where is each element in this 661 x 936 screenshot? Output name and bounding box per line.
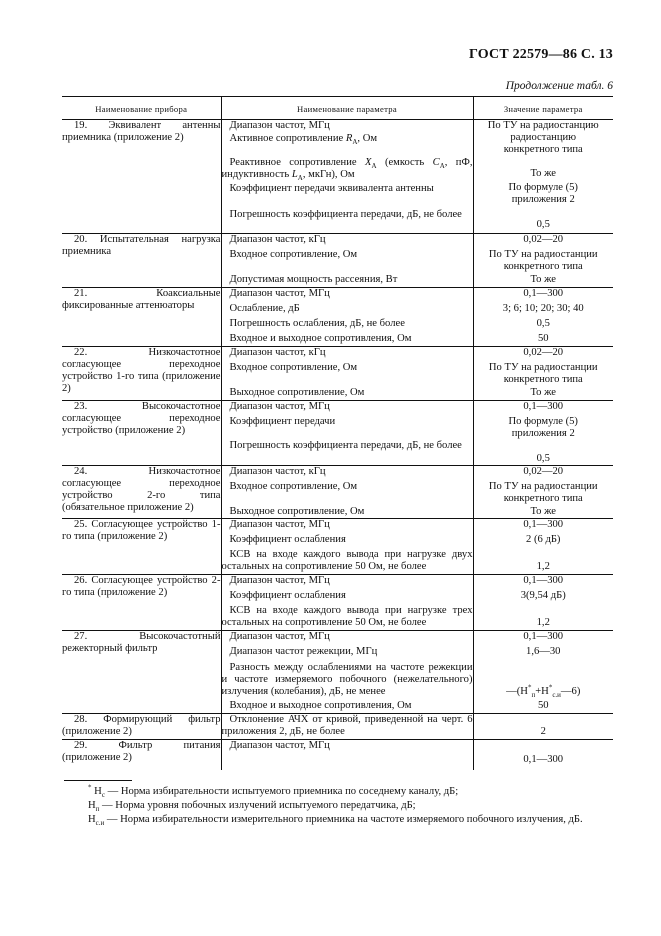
parameter-value: То же	[530, 168, 556, 179]
parameter-name: КСВ на входе каждого вывода при нагрузке двух остальных на сопротивление 50 Ом, не более	[221, 549, 473, 572]
parameter-name: Отклонение АЧХ от кривой, приведенной на черт. 6 приложения 2, дБ, не более	[221, 714, 473, 737]
parameter-value: 0,1—300	[523, 575, 564, 586]
device-name: 28. Формирующий фильтр (приложение 2)	[62, 714, 221, 740]
footnote: $H_п$ — Норма уровня побочных излучений испытуемого передатчика, дБ;	[88, 800, 416, 814]
parameter-name: Диапазон частот, МГц	[229, 631, 330, 642]
parameter-value: 1,6—30	[526, 646, 561, 657]
footnote-separator	[64, 780, 132, 781]
parameter-values	[473, 631, 613, 714]
parameter-value: приложения 2	[511, 194, 575, 205]
parameter-name: Входное сопротивление, Ом	[229, 362, 358, 373]
parameter-value: $—(H^*_п+H^*_{с.и}—6)$	[506, 683, 581, 700]
parameter-name: Коэффициент передачи	[229, 416, 336, 427]
parameter-name: Входное сопротивление, Ом	[229, 249, 358, 260]
parameter-list	[221, 120, 473, 234]
parameter-value: По ТУ на радиостанции	[488, 249, 598, 260]
parameter-name: Реактивное сопротивление $X_А$ (емкость $C_А$, пФ, индуктивность $L_А$, мкГн), Ом	[221, 157, 473, 183]
parameter-values	[473, 401, 613, 466]
table-continuation-note: Продолжение табл. 6	[505, 80, 613, 92]
column-header-device: Наименование прибора	[62, 97, 221, 120]
table-row	[62, 519, 613, 575]
parameter-value: 2 (6 дБ)	[526, 534, 561, 545]
parameter-name: Выходное сопротивление, Ом	[229, 387, 365, 398]
device-name: 22. Низкочастотное согласующее переходное устройство 1-го типа (приложение 2)	[62, 347, 221, 401]
parameter-value: 0,5	[536, 318, 550, 329]
device-name: 26. Согласующее устройство 2-го типа (приложение 2)	[62, 575, 221, 631]
parameter-value: 50	[537, 333, 549, 344]
parameter-name: Коэффициент ослабления	[229, 590, 346, 601]
parameter-value: конкретного типа	[503, 374, 583, 385]
parameter-name: Диапазон частот, МГц	[229, 120, 330, 131]
parameter-value: 50	[537, 700, 549, 711]
parameter-value: То же	[530, 506, 556, 517]
parameter-list	[221, 234, 473, 288]
table-row	[62, 347, 613, 401]
parameter-name: Коэффициент ослабления	[229, 534, 346, 545]
parameter-name: Погрешность коэффициента передачи, дБ, не более	[229, 440, 462, 451]
parameter-value: 0,1—300	[523, 401, 564, 412]
parameter-value: 0,02—20	[523, 347, 564, 358]
parameter-value: конкретного типа	[503, 261, 583, 272]
parameter-values	[473, 466, 613, 519]
parameter-value: 1,2	[536, 617, 550, 628]
device-name: 21. Коаксиальные фиксированные аттенюаторы	[62, 288, 221, 347]
parameter-name: Диапазон частот, МГц	[229, 401, 330, 412]
parameter-values	[473, 347, 613, 401]
parameter-name: Диапазон частот, кГц	[229, 347, 326, 358]
footnote: $H_{с.и}$ — Норма избирательности измерительного приемника на частоте измеряемого побочного излучения, дБ.	[88, 814, 583, 828]
table-row	[62, 288, 613, 347]
parameter-value: конкретного типа	[503, 144, 583, 155]
parameter-values	[473, 740, 613, 771]
parameter-value: По ТУ на радиостанции	[488, 362, 598, 373]
parameter-list	[221, 347, 473, 401]
parameter-value: 3(9,54 дБ)	[520, 590, 566, 601]
table-row	[62, 631, 613, 714]
parameter-list	[221, 519, 473, 575]
parameter-list	[221, 288, 473, 347]
parameter-value: 0,5	[536, 453, 550, 464]
parameter-list	[221, 466, 473, 519]
parameter-values	[473, 234, 613, 288]
device-name: 23. Высокочастотное согласующее переходное устройство (приложение 2)	[62, 401, 221, 466]
parameter-name: Диапазон частот, МГц	[229, 740, 330, 751]
device-name: 19. Эквивалент антенны приемника (приложение 2)	[62, 120, 221, 234]
parameter-value: 0,02—20	[523, 466, 564, 477]
column-header-value: Значение параметра	[473, 97, 613, 120]
parameter-value: По ТУ на радиостанции	[488, 481, 598, 492]
parameter-name: Диапазон частот режекции, МГц	[229, 646, 378, 657]
parameter-values	[473, 714, 613, 740]
parameter-value: 1,2	[536, 561, 550, 572]
table-row	[62, 120, 613, 234]
parameter-name: Активное сопротивление $R_А$, Ом	[229, 133, 378, 147]
parameter-list	[221, 401, 473, 466]
parameter-value: 0,02—20	[523, 234, 564, 245]
parameter-values	[473, 288, 613, 347]
parameter-name: Допустимая мощность рассеяния, Вт	[229, 274, 398, 285]
parameter-name: Диапазон частот, кГц	[229, 234, 326, 245]
parameter-value: приложения 2	[511, 428, 575, 439]
parameters-table	[62, 96, 613, 770]
parameter-name: Погрешность ослабления, дБ, не более	[229, 318, 405, 329]
table-row	[62, 740, 613, 771]
parameter-name: Диапазон частот, кГц	[229, 466, 326, 477]
parameter-name: Диапазон частот, МГц	[229, 575, 330, 586]
parameter-value: По формуле (5)	[508, 182, 578, 193]
parameter-value: 0,5	[536, 219, 550, 230]
parameter-value: 0,1—300	[523, 631, 564, 642]
parameter-value: 0,1—300	[523, 519, 564, 530]
parameter-name: Ослабление, дБ	[229, 303, 300, 314]
table-row	[62, 714, 613, 740]
table-row	[62, 401, 613, 466]
parameter-value: радиостанцию	[510, 132, 577, 143]
device-name: 24. Низкочастотное согласующее переходное устройство 2-го типа (обязательное приложение 2)	[62, 466, 221, 519]
parameter-values	[473, 120, 613, 234]
footnote: * $H_с$ — Норма избирательности испытуемого приемника по соседнему каналу, дБ;	[88, 783, 459, 800]
parameter-list	[221, 714, 473, 740]
parameter-name: Разность между ослаблениями на частоте режекции и частоте измеряемого побочного (нежелательного) излучения (колебания), дБ, не менее	[221, 662, 473, 697]
parameter-name: Коэффициент передачи эквивалента антенны	[229, 183, 434, 194]
device-name: 20. Испытательная нагрузка приемника	[62, 234, 221, 288]
parameter-value: 0,1—300	[523, 754, 564, 765]
device-name: 29. Фильтр питания (приложение 2)	[62, 740, 221, 763]
device-name: 25. Согласующее устройство 1-го типа (приложение 2)	[62, 519, 221, 575]
parameter-name: Входное и выходное сопротивления, Ом	[229, 700, 412, 711]
parameter-value: По ТУ на радиостанцию	[487, 120, 599, 131]
parameter-value: То же	[530, 274, 556, 285]
table-row	[62, 234, 613, 288]
parameter-name: Диапазон частот, МГц	[229, 519, 330, 530]
parameter-value: 2	[540, 726, 546, 737]
parameter-value: 0,1—300	[523, 288, 564, 299]
parameter-name: Погрешность коэффициента передачи, дБ, не более	[229, 209, 462, 220]
parameter-values	[473, 575, 613, 631]
parameter-values	[473, 519, 613, 575]
parameter-value: То же	[530, 387, 556, 398]
page-header: ГОСТ 22579—86 С. 13	[469, 47, 613, 62]
parameter-name: Диапазон частот, МГц	[229, 288, 330, 299]
parameter-name: КСВ на входе каждого вывода при нагрузке трех остальных на сопротивление 50 Ом, не более	[221, 605, 473, 628]
parameter-value: По формуле (5)	[508, 416, 578, 427]
parameter-value: 3; 6; 10; 20; 30; 40	[502, 303, 584, 314]
table-row	[62, 575, 613, 631]
column-header-parameter: Наименование параметра	[221, 97, 473, 120]
device-name: 27. Высокочастотный режекторный фильтр	[62, 631, 221, 714]
parameter-list	[221, 740, 473, 771]
table-row	[62, 466, 613, 519]
parameter-name: Выходное сопротивление, Ом	[229, 506, 365, 517]
parameter-value: конкретного типа	[503, 493, 583, 504]
parameter-name: Входное и выходное сопротивления, Ом	[229, 333, 412, 344]
parameter-name: Входное сопротивление, Ом	[229, 481, 358, 492]
parameter-list	[221, 575, 473, 631]
parameter-list	[221, 631, 473, 714]
